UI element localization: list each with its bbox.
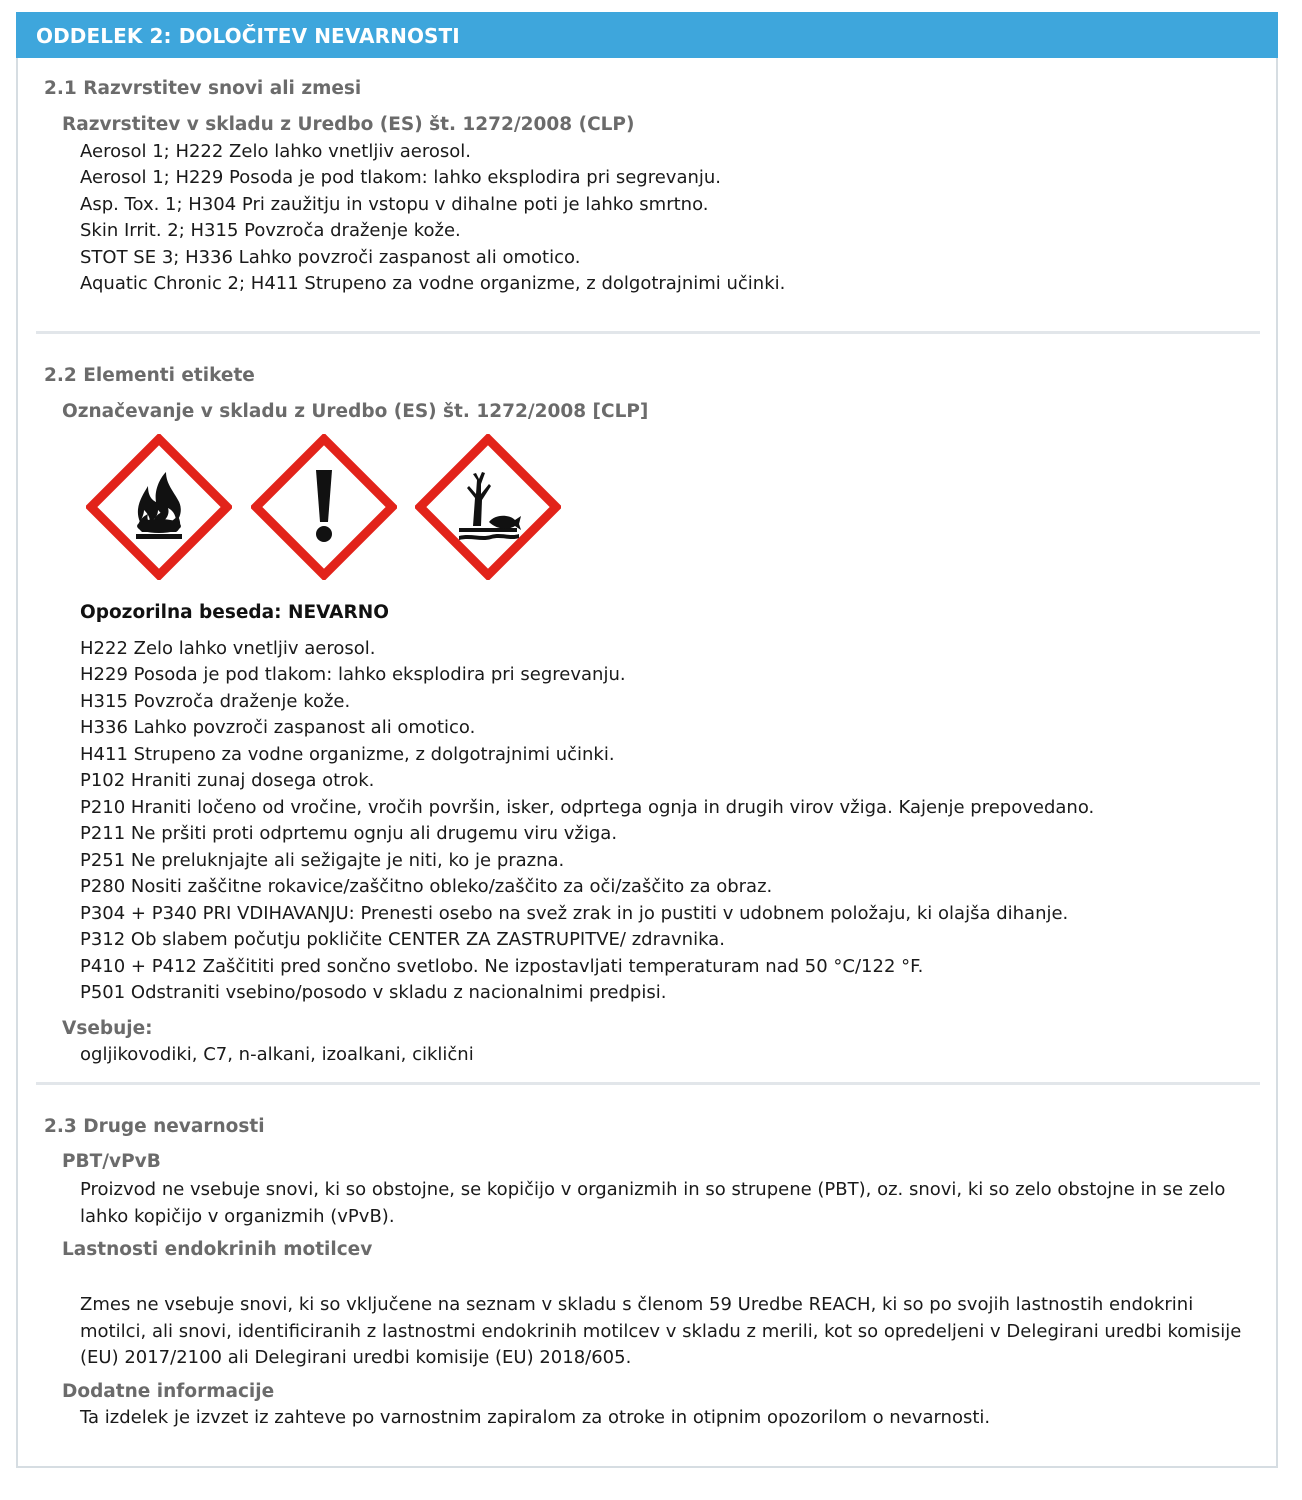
precautionary-statement: P410 + P412 Zaščititi pred sončno svetlobo. Ne izpostavljati temperaturam nad 50 °C/122 °F. — [80, 956, 924, 977]
precautionary-statement: P280 Nositi zaščitne rokavice/zaščitno obleko/zaščito za oči/zaščito za obraz. — [80, 876, 773, 897]
precautionary-statement: P251 Ne preluknjajte ali sežigajte je niti, ko je prazna. — [80, 850, 565, 871]
contains-label: Vsebuje: — [62, 1018, 153, 1039]
classification-line: STOT SE 3; H336 Lahko povzroči zaspanost ali omotico. — [80, 247, 581, 268]
classification-line: Aerosol 1; H229 Posoda je pod tlakom: lahko eksplodira pri segrevanju. — [80, 167, 722, 188]
precautionary-statement: P501 Odstraniti vsebino/posodo v skladu z nacionalnimi predpisi. — [80, 982, 667, 1003]
subsection-2-3-title: 2.3 Druge nevarnosti — [44, 1116, 265, 1137]
section-divider — [36, 1082, 1260, 1085]
precautionary-statement: P312 Ob slabem počutju pokličite CENTER ZA ZASTRUPITVE/ zdravnika. — [80, 929, 725, 950]
environment-pictogram-icon — [415, 434, 561, 580]
classification-line: Aquatic Chronic 2; H411 Strupeno za vodne organizme, z dolgotrajnimi učinki. — [80, 273, 786, 294]
hazard-statement: H336 Lahko povzroči zaspanost ali omotico. — [80, 717, 476, 738]
hazard-statement: H315 Povzroča draženje kože. — [80, 691, 351, 712]
exclamation-pictogram-icon — [251, 434, 397, 580]
subsection-2-1-title: 2.1 Razvrstitev snovi ali zmesi — [44, 78, 362, 99]
endocrine-heading: Lastnosti endokrinih motilcev — [62, 1239, 373, 1260]
endocrine-text: Zmes ne vsebuje snovi, ki so vključene na seznam v skladu s členom 59 Uredbe REACH, ki so po svojih lastnostih endokrini motilci, ali snovi, identificiranih z lastnostmi endokrinih motilcev v skladu z merili, kot so opredeljeni v Delegirani uredbi komisije (EU) 2017/2100 ali Delegirani uredbi komisije (EU) 2018/605. — [80, 1294, 1242, 1368]
hazard-statement: H229 Posoda je pod tlakom: lahko eksplodira pri segrevanju. — [80, 664, 626, 685]
additional-info-heading: Dodatne informacije — [62, 1381, 275, 1402]
section-header: ODDELEK 2: DOLOČITEV NEVARNOSTI — [16, 12, 1278, 58]
signal-word: Opozorilna beseda: NEVARNO — [80, 602, 389, 623]
section-divider — [36, 331, 1260, 334]
classification-heading: Razvrstitev v skladu z Uredbo (ES) št. 1272/2008 (CLP) — [62, 114, 635, 135]
hazard-statement: H411 Strupeno za vodne organizme, z dolgotrajnimi učinki. — [80, 744, 615, 765]
precautionary-statement: P211 Ne pršiti proti odprtemu ognju ali drugemu viru vžiga. — [80, 823, 618, 844]
classification-line: Asp. Tox. 1; H304 Pri zaužitju in vstopu v dihalne poti je lahko smrtno. — [80, 194, 709, 215]
pbt-text: Proizvod ne vsebuje snovi, ki so obstojne, se kopičijo v organizmih in so strupene (PBT), oz. snovi, ki so zelo obstojne in se zelo lahko kopičijo v organizmih (vPvB). — [80, 1179, 1226, 1227]
labelling-heading: Označevanje v skladu z Uredbo (ES) št. 1272/2008 [CLP] — [62, 401, 649, 422]
precautionary-statement: P304 + P340 PRI VDIHAVANJU: Prenesti osebo na svež zrak in jo pustiti v udobnem položaju, ki olajša dihanje. — [80, 903, 1069, 924]
pbt-heading: PBT/vPvB — [62, 1151, 161, 1172]
precautionary-statement: P210 Hraniti ločeno od vročine, vročih površin, isker, odprtega ognja in drugih virov vžiga. Kajenje prepovedano. — [80, 797, 1095, 818]
classification-line: Aerosol 1; H222 Zelo lahko vnetljiv aerosol. — [80, 141, 471, 162]
flame-pictogram-icon — [86, 434, 232, 580]
subsection-2-2-title: 2.2 Elementi etikete — [44, 365, 255, 386]
hazard-statement: H222 Zelo lahko vnetljiv aerosol. — [80, 638, 376, 659]
contains-value: ogljikovodiki, C7, n-alkani, izoalkani, ciklični — [80, 1044, 474, 1065]
classification-line: Skin Irrit. 2; H315 Povzroča draženje kože. — [80, 220, 461, 241]
additional-info-text: Ta izdelek je izvzet iz zahteve po varnostnim zapiralom za otroke in otipnim opozorilom o nevarnosti. — [80, 1407, 991, 1428]
precautionary-statement: P102 Hraniti zunaj dosega otrok. — [80, 770, 375, 791]
